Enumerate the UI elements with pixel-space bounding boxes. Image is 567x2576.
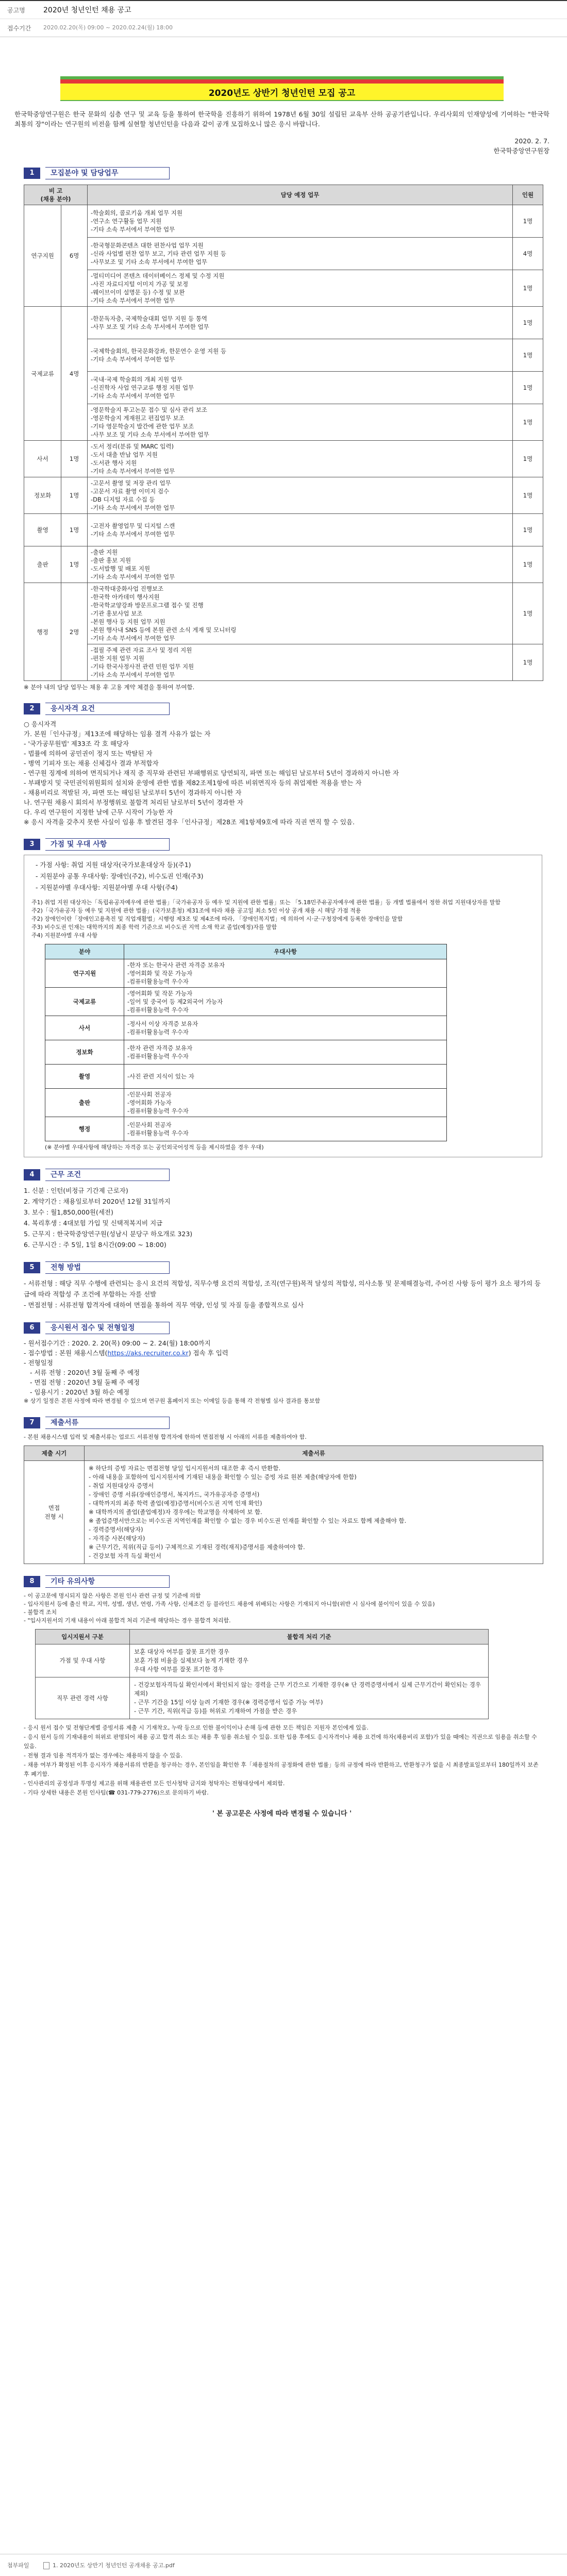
section-6-header: [24, 1322, 549, 1334]
disqualify-kind: 가점 및 우대 사항: [36, 1644, 130, 1677]
preference-line: - 지원분야별 우대사항: 지원분야별 우대 사항(주4): [36, 884, 178, 891]
disqualify-row: [36, 1677, 489, 1719]
section-2-body: [24, 719, 543, 827]
preference-area: 행정: [45, 1117, 124, 1141]
duty-text: -한문독자층, 국제학술대회 업무 지원 등 통역 -사무 보조 및 기타 소속 부서에서 부여한 업무: [88, 307, 513, 339]
section-title: 응시원서 접수 및 전형일정: [45, 1322, 170, 1334]
area-count: 1명: [61, 514, 88, 546]
recruitment-row: [24, 205, 543, 238]
preference-row: [45, 1040, 447, 1065]
duty-text: -한국학대중화사업 진행보조 -한국학 아카데미 행사지원 -한국학교양강좌 방문프로그램 접수 및 진행 -기관 홍보사업 보조 -본원 행사 등 지원 업무 지원 -본원 행사내 SNS 등에 본원 관련 소식 게재 및 모니터링 -기타 소속 부서에서 부여한 업무: [88, 583, 513, 644]
duty-count: 1명: [513, 546, 543, 583]
schedule-label: - 전형일정: [24, 1359, 53, 1367]
area-name: 행정: [24, 583, 61, 681]
attachment-file[interactable]: [43, 2561, 175, 2569]
area-name: 연구지원: [24, 205, 61, 307]
attachment-label: 첨부파일: [7, 2562, 29, 2569]
document-item: - 경력증명서(해당자): [89, 1526, 143, 1533]
col-header-kind: 입시지원서 구분: [36, 1630, 130, 1644]
document-intro: 한국학중앙연구원은 한국 문화의 심층 연구 및 교육 등을 통하여 한국학을 진흥하기 위하여 1978년 6월 30일 설립된 교육부 산하 공공기관입니다. 우리사회의 인재양성에 기여하는 "한국학 최통의 장"이라는 연구원의 비전을 함께 실현할 청년인턴을 다음과 같이 공개 모집하오니 많은 응시 바랍니다.: [14, 110, 549, 128]
duty-text: -학술회의, 콜로키움 개최 업무 지원 -연구소 연구활동 업무 지원 -기타 소속 부서에서 부여한 업무: [88, 205, 513, 238]
preference-table: [45, 944, 447, 1141]
recruitment-row: [24, 644, 543, 681]
preference-row: [45, 1065, 447, 1089]
area-count: 6명: [61, 205, 88, 307]
eligibility-line: 다. 우리 연구원이 지정한 날에 근무 시작이 가능한 자: [24, 808, 173, 816]
notice-line: - 전형 결과 임용 적격자가 없는 경우에는 채용하지 않을 수 있음.: [24, 1752, 183, 1759]
section-number: 2: [24, 703, 40, 714]
area-name: 촬영: [24, 514, 61, 546]
preference-footnote: 주3) 비수도권 인재는 대학까지의 최종 학력 기준으로 비수도권 지역 소재 학교 졸업(예정)자를 말함: [31, 924, 277, 930]
recruitment-row: [24, 238, 543, 270]
duty-count: 1명: [513, 583, 543, 644]
section-title: 응시자격 요건: [45, 703, 170, 715]
section-2-header: [24, 703, 549, 715]
col-header-documents: 제출서류: [85, 1446, 543, 1461]
eligibility-line: 나. 연구원 채용시 회의서 부정행위로 불합격 처리된 날로부터 5년이 경과한 자: [24, 799, 243, 806]
documents-list: [85, 1461, 543, 1564]
recruitment-row: [24, 441, 543, 477]
document-item: - 취업 지원대상자 증명서: [89, 1482, 154, 1489]
duty-text: -접필 주제 관련 자료 조사 및 정리 지원 -편찬 지원 업무 지원 -기타 한국사정사전 관련 민원 업무 지원 -기타 소속 부서에서 부여한 업무: [88, 644, 513, 681]
eligibility-line: ※ 응시 자격을 갖추지 못한 사실이 임용 후 발견된 경우「인사규정」제28조 제1항제9호에 따라 직권 면직 할 수 있음.: [24, 818, 355, 826]
disqualify-table: [35, 1629, 489, 1719]
recruitment-row: [24, 307, 543, 339]
duty-text: -고문서 촬영 및 저장 관리 업무 -고문서 자료 촬영 이미지 검수 -DB 디지털 자료 수집 등 -기타 소속 부서에서 부여한 업무: [88, 477, 513, 514]
condition-line: 3. 보수 : 월1,850,000원(세전): [24, 1208, 113, 1216]
selection-line: - 면접전형 : 서류전형 합격자에 대하여 면접을 통하여 직무 역량, 인성 및 자질 등을 종합적으로 심사: [24, 1301, 304, 1309]
document-item: ※ 하단의 증빙 자료는 면접전형 당일 입시지원서의 대조한 후 즉시 반환함.: [89, 1465, 281, 1472]
duty-count: 1명: [513, 441, 543, 477]
eligibility-line: - 병역 기피자 또는 채용 신체검사 결과 부적합자: [24, 759, 159, 767]
duty-text: -국내·국제 학술회의 개최 지원 업무 -신진학자 사업 연구교류 행정 지원 업무 -기타 소속 부서에서 부여한 업무: [88, 372, 513, 404]
area-name: 국제교류: [24, 307, 61, 441]
condition-line: 1. 신분 : 인턴(비정규 기간제 근로자): [24, 1187, 128, 1194]
attachment-filename[interactable]: 1. 2020년도 상반기 청년인턴 공개채용 공고.pdf: [53, 2562, 175, 2569]
col-header-duty: 담당 예정 업무: [88, 185, 513, 205]
col-header-count: 인원: [513, 185, 543, 205]
area-count: 1명: [61, 441, 88, 477]
preference-area: 국제교류: [45, 988, 124, 1016]
eligibility-line: - 부패방지 및 국민권익위원회의 설치와 운영에 관한 법률 제82조제1항에 따른 비위면직자 등의 취업제한 적용을 받는 자: [24, 779, 362, 787]
document-item: - 장애인 증명 서류(장애인증명서, 복지카드, 국가유공자증 증명서): [89, 1491, 260, 1498]
duty-count: 1명: [513, 307, 543, 339]
col-header-preference: 우대사항: [124, 944, 447, 959]
preference-footnote: 주2)「국가유공자 등 예우 및 지원에 관한 법률」(국가보훈청) 제31조에 따라 채용 공고일 최소 5인 이상 공개 채용 시 해당 가점 적용: [31, 907, 361, 914]
document-item: - 대학까지의 최종 학력 졸업(예정)증명서(비수도권 지역 인재 확인): [89, 1500, 262, 1507]
attachment-row: [0, 2554, 567, 2576]
document-endnote: ' 본 공고문은 사정에 따라 변경될 수 있습니다 ': [212, 1810, 352, 1818]
section-7-intro: - 본원 채용시스템 입력 및 제출서류는 업로드 서류전형 합격자에 한하여 면접전형 시 아래의 서류를 제출하여야 함.: [24, 1434, 307, 1440]
eligibility-line: - 연구원 징계에 의하여 면직되거나 재직 중 직무와 관련된 부패행위로 당연퇴직, 파면 또는 해임된 날로부터 5년이 경과하지 아니한 자: [24, 769, 399, 777]
document-item: - 아래 내용을 포함하여 입시지원서에 기재된 내용을 확인할 수 있는 증빙 자료 원본 제출(해당자에 한함): [89, 1473, 357, 1481]
duty-count: 1명: [513, 404, 543, 441]
section-3-body: [36, 859, 530, 893]
preference-text: -한자 또는 한국사 관련 자격증 보유자 -영어회화 및 작문 가능자 -컴퓨터활용능력 우수자: [124, 959, 447, 988]
preference-text: -한자 관련 자격증 보유자 -컴퓨터활용능력 우수자: [124, 1040, 447, 1065]
recruitment-row: [24, 270, 543, 307]
col-header-area: 분야: [45, 944, 124, 959]
meta-period-row: [0, 19, 567, 37]
notice-line: - 기타 상세한 내용은 본원 인사팀(☎ 031-779-2776)으로 문의하기 바람.: [24, 1789, 209, 1796]
duty-text: -영문학술지 투고논문 접수 및 심사 관리 보조 -영문학술지 게재원고 편집업무 보조 -기타 영문학술지 발간에 관한 업무 보조 -사무 보조 및 기타 소속 부서에서 부여한 업무: [88, 404, 513, 441]
documents-when: 면접 전형 시: [24, 1461, 85, 1564]
duty-text: -출판 지원 -출판 홍보 지원 -도서발행 및 배포 지원 -기타 소속 부서에서 부여한 업무: [88, 546, 513, 583]
duty-count: 1명: [513, 514, 543, 546]
meta-title-label: 공고명: [7, 6, 25, 14]
notice-meta: [0, 0, 567, 37]
recruitment-row: [24, 404, 543, 441]
document-item: ※ 대학까지의 졸업(졸업예정)자 경우에는 학교명을 삭제하여 보 함.: [89, 1508, 262, 1516]
eligibility-line: - '국가공무원법' 제33조 각 호 해당자: [24, 740, 129, 747]
preference-text: -인문사회 전공자 -영어회화 가능자 -컴퓨터활용능력 우수자: [124, 1089, 447, 1117]
duty-text: -고전자 촬영업무 및 디지털 스캔 -기타 소속 부서에서 부여한 업무: [88, 514, 513, 546]
document-org: 한국학중앙연구원장: [493, 147, 549, 155]
meta-period-label: 접수기간: [7, 24, 31, 32]
notice-line: - 응시 원서 등의 기재내용이 허위로 판명되어 채용 공고 합격 취소 또는 채용 후 임용 취소될 수 있음. 또한 입용 후에도 응시자격이나 채용 요건에 하자(채용비리 포함)가 있을 때에는 직권으로 임용을 취소할 수 있음.: [24, 1734, 537, 1750]
eligibility-line: 가. 본원「인사규정」제13조에 해당하는 임용 결격 사유가 없는 자: [24, 730, 211, 738]
section-7-header: [24, 1417, 549, 1429]
area-count: 1명: [61, 546, 88, 583]
preference-area: 사서: [45, 1016, 124, 1040]
meta-title-value: 2020년 청년인턴 채용 공고: [43, 6, 131, 14]
recruitment-row: [24, 372, 543, 404]
section-title: 기타 유의사항: [45, 1575, 170, 1588]
meta-period-value: 2020.02.20(목) 09:00 ~ 2020.02.24(월) 18:00: [43, 24, 173, 31]
condition-line: 4. 복리후생 : 4대보험 가입 및 신택적복지비 지급: [24, 1219, 163, 1227]
document-item: - 건강보험 자격 득실 확인서: [89, 1552, 161, 1559]
duty-count: 1명: [513, 205, 543, 238]
notice-line: - 인사관리의 공정성과 투명성 제고를 위해 채용관련 모든 인사청탁 금지와 청탁자는 전형대상에서 제외함.: [24, 1780, 285, 1787]
recruit-site-link[interactable]: https://aks.recruiter.co.kr: [107, 1349, 189, 1357]
condition-line: 5. 근무지 : 한국학중앙연구원(성남시 분당구 하오개로 323): [24, 1230, 193, 1238]
condition-line: 2. 계약기간 : 채용일로부터 2020년 12월 31일까지: [24, 1198, 171, 1205]
document-item: - 자격증 사본(해당자): [89, 1535, 145, 1542]
recruitment-row: [24, 546, 543, 583]
preference-area: 정보화: [45, 1040, 124, 1065]
selection-line: - 서류전형 : 해당 직무 수행에 관련되는 응시 요건의 적합성, 직무수행 요건의 적합성, 조직(연구원)목적 달성의 적합성, 의사소통 및 문제해결능력, 주어진 사항 등이 평가 요소 평가의 등급에 따라 적합성 주 조건에 부합하는 자를 선발: [24, 1279, 541, 1298]
preference-footnote: 주2) 장애인이란「장애인고용촉진 및 직업재활법」시행령 제3조 및 제4조에 따라, 「장애인복지법」에 의하여 시·군·구청장에게 등록한 장애인을 말함: [31, 916, 403, 922]
documents-table: [24, 1445, 543, 1564]
section-4-body: [24, 1185, 543, 1250]
recruitment-row: [24, 514, 543, 546]
section-number: 6: [24, 1322, 40, 1334]
section-number: 1: [24, 168, 40, 179]
section-8-header: [24, 1575, 549, 1588]
disqualify-kind: 직무 관련 경력 사항: [36, 1677, 130, 1719]
area-count: 2명: [61, 583, 88, 681]
document-signature: [14, 136, 549, 156]
duty-count: 1명: [513, 270, 543, 307]
schedule-note: ※ 상기 일정은 본원 사정에 따라 변경될 수 있으며 연구원 홈페이지 또는 이메일 등을 통해 각 전형별 심사 결과를 통보함: [24, 1398, 321, 1404]
recruitment-row: [24, 583, 543, 644]
eligibility-line: - 법률에 의하여 공민권이 정지 또는 박탈된 자: [24, 750, 153, 757]
preference-row: [45, 1016, 447, 1040]
disqualify-row: [36, 1644, 489, 1677]
area-name: 정보화: [24, 477, 61, 514]
preference-table-note: (※ 분야별 우대사항에 해당하는 자격증 또는 공인외국어성적 등을 제시하였을 경우 우대): [45, 1144, 264, 1151]
notice-line: - 불합격 조치: [24, 1609, 57, 1616]
section-5-header: [24, 1261, 549, 1274]
section-3-header: [24, 838, 549, 851]
apply-period: - 원서접수기간 : 2020. 2. 20(목) 09:00 ~ 2. 24(월) 18:00까지: [24, 1339, 211, 1347]
section-number: 7: [24, 1417, 40, 1428]
apply-method: - 접수방법 : 본원 채용시스템(https://aks.recruiter.co.kr) 접속 후 입력: [24, 1349, 228, 1357]
preference-row: [45, 1089, 447, 1117]
recruitment-table: [24, 185, 543, 681]
duty-text: -멀티미디어 콘텐츠 데이터베이스 정제 및 수정 지원 -사진 자료디지털 이미지 가공 및 보정 -웨이브이미 설명문 등) 수정 및 보완 -기타 소속 부서에서 부여한 업무: [88, 270, 513, 307]
schedule-interview: - 면접 전형 : 2020년 3월 둘째 주 예정: [30, 1378, 140, 1386]
duty-text: -국제학술회의, 한국문화강좌, 한문연수 운영 지원 등 -기타 소속 부서에서 부여한 업무: [88, 339, 513, 372]
preference-text: -사진 관련 지식이 있는 자: [124, 1065, 447, 1089]
condition-line: 6. 근무시간 : 주 5일, 1일 8시간(09:00 ~ 18:00): [24, 1241, 166, 1249]
duty-count: 1명: [513, 339, 543, 372]
preference-row: [45, 988, 447, 1016]
section-number: 5: [24, 1262, 40, 1273]
section-8-bottom: [24, 1723, 543, 1798]
notice-line: - 채용 여부가 확정된 이후 응시자가 채용서류의 반환을 청구하는 경우, 본인임을 확인한 후「채용절차의 공정화에 관한 법률」등의 규정에 따라 반환하고, 반환청구가 없을 시 최종발표일로부터 180일까지 보존 후 폐기함.: [24, 1761, 539, 1777]
preference-text: -인문사회 전공자 -컴퓨터활용능력 우수자: [124, 1117, 447, 1141]
duty-count: 1명: [513, 372, 543, 404]
schedule-appoint: - 임용시기 : 2020년 3월 하순 예정: [30, 1388, 130, 1396]
preference-area: 출판: [45, 1089, 124, 1117]
section-4-header: [24, 1169, 549, 1181]
meta-title-row: [0, 1, 567, 19]
area-name: 사서: [24, 441, 61, 477]
section-1-header: [24, 167, 549, 179]
section-title: 근무 조건: [45, 1169, 170, 1181]
section-6-body: [24, 1338, 543, 1405]
schedule-doc: - 서류 전형 : 2020년 3월 둘째 주 예정: [30, 1369, 140, 1376]
section-title: 전형 방법: [45, 1261, 170, 1274]
document-date: 2020. 2. 7.: [514, 137, 549, 145]
section-8-top: [24, 1592, 543, 1625]
preference-area: 연구지원: [45, 959, 124, 988]
document-item: ※ 졸업증명서만으로는 비수도권 지역인재를 확인할 수 없는 경우 비수도권 인재를 확인할 수 있는 자료도 함께 제출해야 함.: [89, 1517, 407, 1524]
col-header-area: 비 고 (채용 분야): [24, 185, 88, 205]
duty-count: 4명: [513, 238, 543, 270]
section-number: 8: [24, 1576, 40, 1587]
area-count: 1명: [61, 477, 88, 514]
document-heading: 2020년도 상반기 청년인턴 모집 공고: [208, 88, 356, 98]
recruitment-row: [24, 339, 543, 372]
section-5-body: [24, 1278, 543, 1310]
notice-line: - 이 공고문에 명시되지 않은 사항은 본원 인사 관련 규정 및 기준에 의함: [24, 1592, 201, 1599]
section-title: 모집분야 및 담당업무: [45, 167, 170, 179]
preference-area: 촬영: [45, 1065, 124, 1089]
col-header-when: 제출 시기: [24, 1446, 85, 1461]
preference-line: - 지원분야 공통 우대사항: 장애인(주2), 비수도권 인재(주3): [36, 872, 204, 880]
eligibility-line: - 채용비리로 적발된 자, 파면 또는 해임된 날로부터 5년이 경과하지 아니한 자: [24, 789, 242, 796]
preference-line: - 가점 사항: 취업 지원 대상자(국가보훈대상자 등)(주1): [36, 861, 191, 869]
duty-count: 1명: [513, 644, 543, 681]
duty-text: -도서 정리(분류 및 MARC 입력) -도서 대출 반납 업무 지원 -도서관 행사 지원 -기타 소속 부서에서 부여한 업무: [88, 441, 513, 477]
notice-document: [0, 41, 567, 2547]
section-3-footnotes: [31, 899, 531, 940]
preference-row: [45, 1117, 447, 1141]
disqualify-criteria: 보훈 대상자 여부를 잘못 표기한 경우 보훈 가점 비율을 실제보다 높게 기재한 경우 우대 사항 여부를 잘못 표기한 경우: [130, 1644, 489, 1677]
file-icon: [43, 2562, 49, 2569]
disqualify-criteria: - 건강보험자격득실 확인서에서 확인되지 않는 경력을 근무 기간으로 기재한 경우(※ 단 경력증명서에서 실제 근무기간이 확인되는 경우 제외) - 근무 기간을 15일 이상 늘려 기재한 경우(※ 경력증명서 입증 가능 여부) - 근무 기간, 직위(직급 등)를 허위로 기재하여 가점을 받은 경우: [130, 1677, 489, 1719]
section-3-frame: [24, 855, 542, 1157]
preference-text: -영어회화 및 작문 가능자 -일어 및 중국어 등 제2외국어 가능자 -컴퓨터활용능력 우수자: [124, 988, 447, 1016]
section-1-note: ※ 분야 내의 담당 업무는 채용 후 고용 계약 체결을 통하여 부여함.: [24, 684, 195, 691]
section-number: 4: [24, 1169, 40, 1181]
preference-row: [45, 959, 447, 988]
section-title: 가점 및 우대 사항: [45, 838, 170, 851]
preference-footnote: 주4) 지원분야별 우대 사항: [31, 932, 98, 939]
area-count: 4명: [61, 307, 88, 441]
section-number: 3: [24, 839, 40, 850]
document-item: ※ 근무기간, 직위(직급 등이) 구체적으로 기재된 경력(재직)증명서를 제출하여야 함.: [89, 1543, 305, 1551]
document-heading-bar: [60, 76, 504, 101]
eligibility-line: ○ 응시자격: [24, 720, 57, 728]
notice-line: - 입사지원서 등에 출신 학교, 지역, 성별, 생년, 연령, 가족 사항, 신체조건 등 블라인드 채용에 위배되는 사항은 기재되지 아니함(위반 시 심사에 불이익이 있을 수 있음): [24, 1601, 435, 1607]
area-name: 출판: [24, 546, 61, 583]
duty-count: 1명: [513, 477, 543, 514]
duty-text: -한국형문화콘텐츠 대한 편찬사업 업무 지원 -신라 사업별 편찬 업무 보고, 기타 관련 업무 지원 등 -사무보조 및 기타 소속 부서에서 부여한 업무: [88, 238, 513, 270]
col-header-criteria: 불합격 처리 기준: [130, 1630, 489, 1644]
preference-footnote: 주1) 취업 지원 대상자는「독립유공자예우에 관한 법률」「국가유공자 등 예우 및 지원에 관한 법률」또는 「5.18민주유공자예우에 관한 법률」등 개별 법률에서 정한 취업 지원대상자를 말함: [31, 899, 501, 906]
notice-line: - 응시 원서 접수 및 전형단계별 증빙서류 제출 시 기재착오, 누락 등으로 인한 불이익이나 손해 등에 관한 모든 책임은 지원자 본인에게 있음.: [24, 1724, 369, 1731]
recruitment-row: [24, 477, 543, 514]
notice-line: - "입사지원서의 기재 내용이 아래 불합격 처리 기준에 해당하는 경우 불합격 처리함.: [24, 1617, 231, 1624]
section-title: 제출서류: [45, 1417, 170, 1429]
preference-text: -정사서 이상 자격증 보유자 -컴퓨터활용능력 우수자: [124, 1016, 447, 1040]
